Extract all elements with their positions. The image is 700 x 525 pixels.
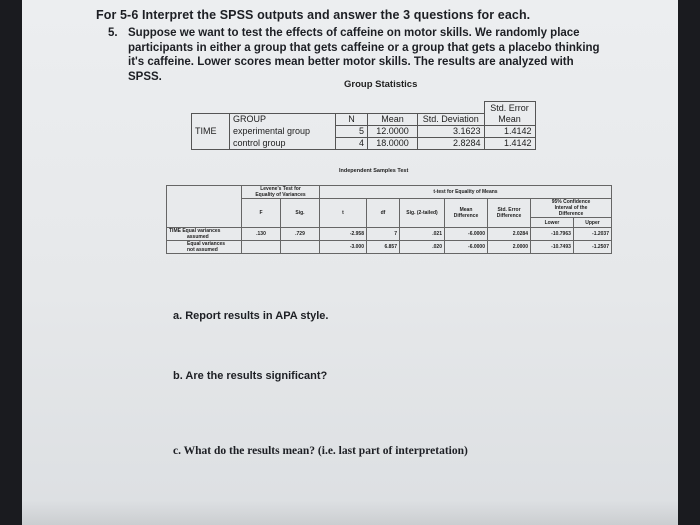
cell-df: 7 — [367, 228, 400, 241]
row-sd: 2.8284 — [418, 137, 485, 149]
col-se-diff: Std. Error Difference — [488, 199, 531, 228]
col-lower: Lower — [531, 218, 574, 228]
page-heading: For 5-6 Interpret the SPSS outputs and answer the 3 questions for each. — [96, 8, 531, 22]
question-c: c. What do the results mean? (i.e. last part of interpretation) — [173, 445, 468, 457]
row-n: 4 — [336, 137, 368, 149]
row-sd: 3.1623 — [418, 125, 485, 137]
ttest-header: t-test for Equality of Means — [320, 186, 612, 199]
cell-mean-diff: -6.0000 — [445, 228, 488, 241]
col-group-header: GROUP — [230, 113, 336, 125]
question-line-3: it's caffeine. Lower scores mean better motor skills. The results are analyzed with SPSS. — [128, 56, 574, 83]
col-sig: Sig. — [281, 199, 320, 228]
cell-lower: -10.7963 — [531, 228, 574, 241]
row-equal-variances-not-assumed: Equal variances not assumed — [167, 241, 242, 254]
cell-t: -2.958 — [320, 228, 367, 241]
cell-sig: .729 — [281, 228, 320, 241]
col-mean-header: Mean — [368, 113, 418, 125]
question-a: a. Report results in APA style. — [173, 310, 329, 322]
question-number: 5. — [108, 27, 118, 39]
col-mean-diff: Mean Difference — [445, 199, 488, 228]
col-sd-header: Std. Deviation — [418, 113, 485, 125]
page-shadow — [22, 500, 678, 525]
row-n: 5 — [336, 125, 368, 137]
row-group: control group — [230, 137, 336, 149]
col-se-header: Std. Error — [484, 102, 535, 114]
col-se-header-2: Mean — [484, 113, 535, 125]
col-f: F — [242, 199, 281, 228]
question-b: b. Are the results significant? — [173, 370, 328, 382]
ci-header: 95% Confidence Interval of the Difference — [531, 199, 612, 218]
cell-se-diff: 2.0284 — [488, 228, 531, 241]
levene-header: Levene's Test for Equality of Variances — [242, 186, 320, 199]
independent-samples-table — [166, 185, 612, 254]
cell-lower: -10.7493 — [531, 241, 574, 254]
row-se: 1.4142 — [484, 125, 535, 137]
cell-se-diff: 2.0000 — [488, 241, 531, 254]
cell-upper: -1.2037 — [573, 228, 611, 241]
col-df: df — [367, 199, 400, 228]
group-statistics-title: Group Statistics — [344, 79, 418, 90]
row-se: 1.4142 — [484, 137, 535, 149]
cell-t: -3.000 — [320, 241, 367, 254]
row-equal-variances-assumed: TIME Equal variances assumed — [167, 228, 242, 241]
row-group: experimental group — [230, 125, 336, 137]
row-var-label: TIME — [192, 125, 230, 137]
question-5 — [108, 26, 608, 84]
row-mean: 12.0000 — [368, 125, 418, 137]
independent-test-title: Independent Samples Test — [339, 168, 409, 174]
cell-sig-2tailed: .020 — [400, 241, 445, 254]
cell-upper: -1.2507 — [573, 241, 611, 254]
cell-sig-2tailed: .021 — [400, 228, 445, 241]
cell-f: .130 — [242, 228, 281, 241]
row-var-label: TIME — [169, 228, 181, 234]
col-n-header: N — [336, 113, 368, 125]
col-upper: Upper — [573, 218, 611, 228]
cell-mean-diff: -6.0000 — [445, 241, 488, 254]
cell-df: 6.857 — [367, 241, 400, 254]
group-statistics-table — [191, 101, 536, 150]
col-sig-2tailed: Sig. (2-tailed) — [400, 199, 445, 228]
question-line-2: participants in either a group that gets caffeine or a group that gets a placebo thinking — [128, 41, 600, 54]
question-line-1: Suppose we want to test the effects of caffeine on motor skills. We randomly place — [128, 27, 580, 39]
row-mean: 18.0000 — [368, 137, 418, 149]
col-t: t — [320, 199, 367, 228]
